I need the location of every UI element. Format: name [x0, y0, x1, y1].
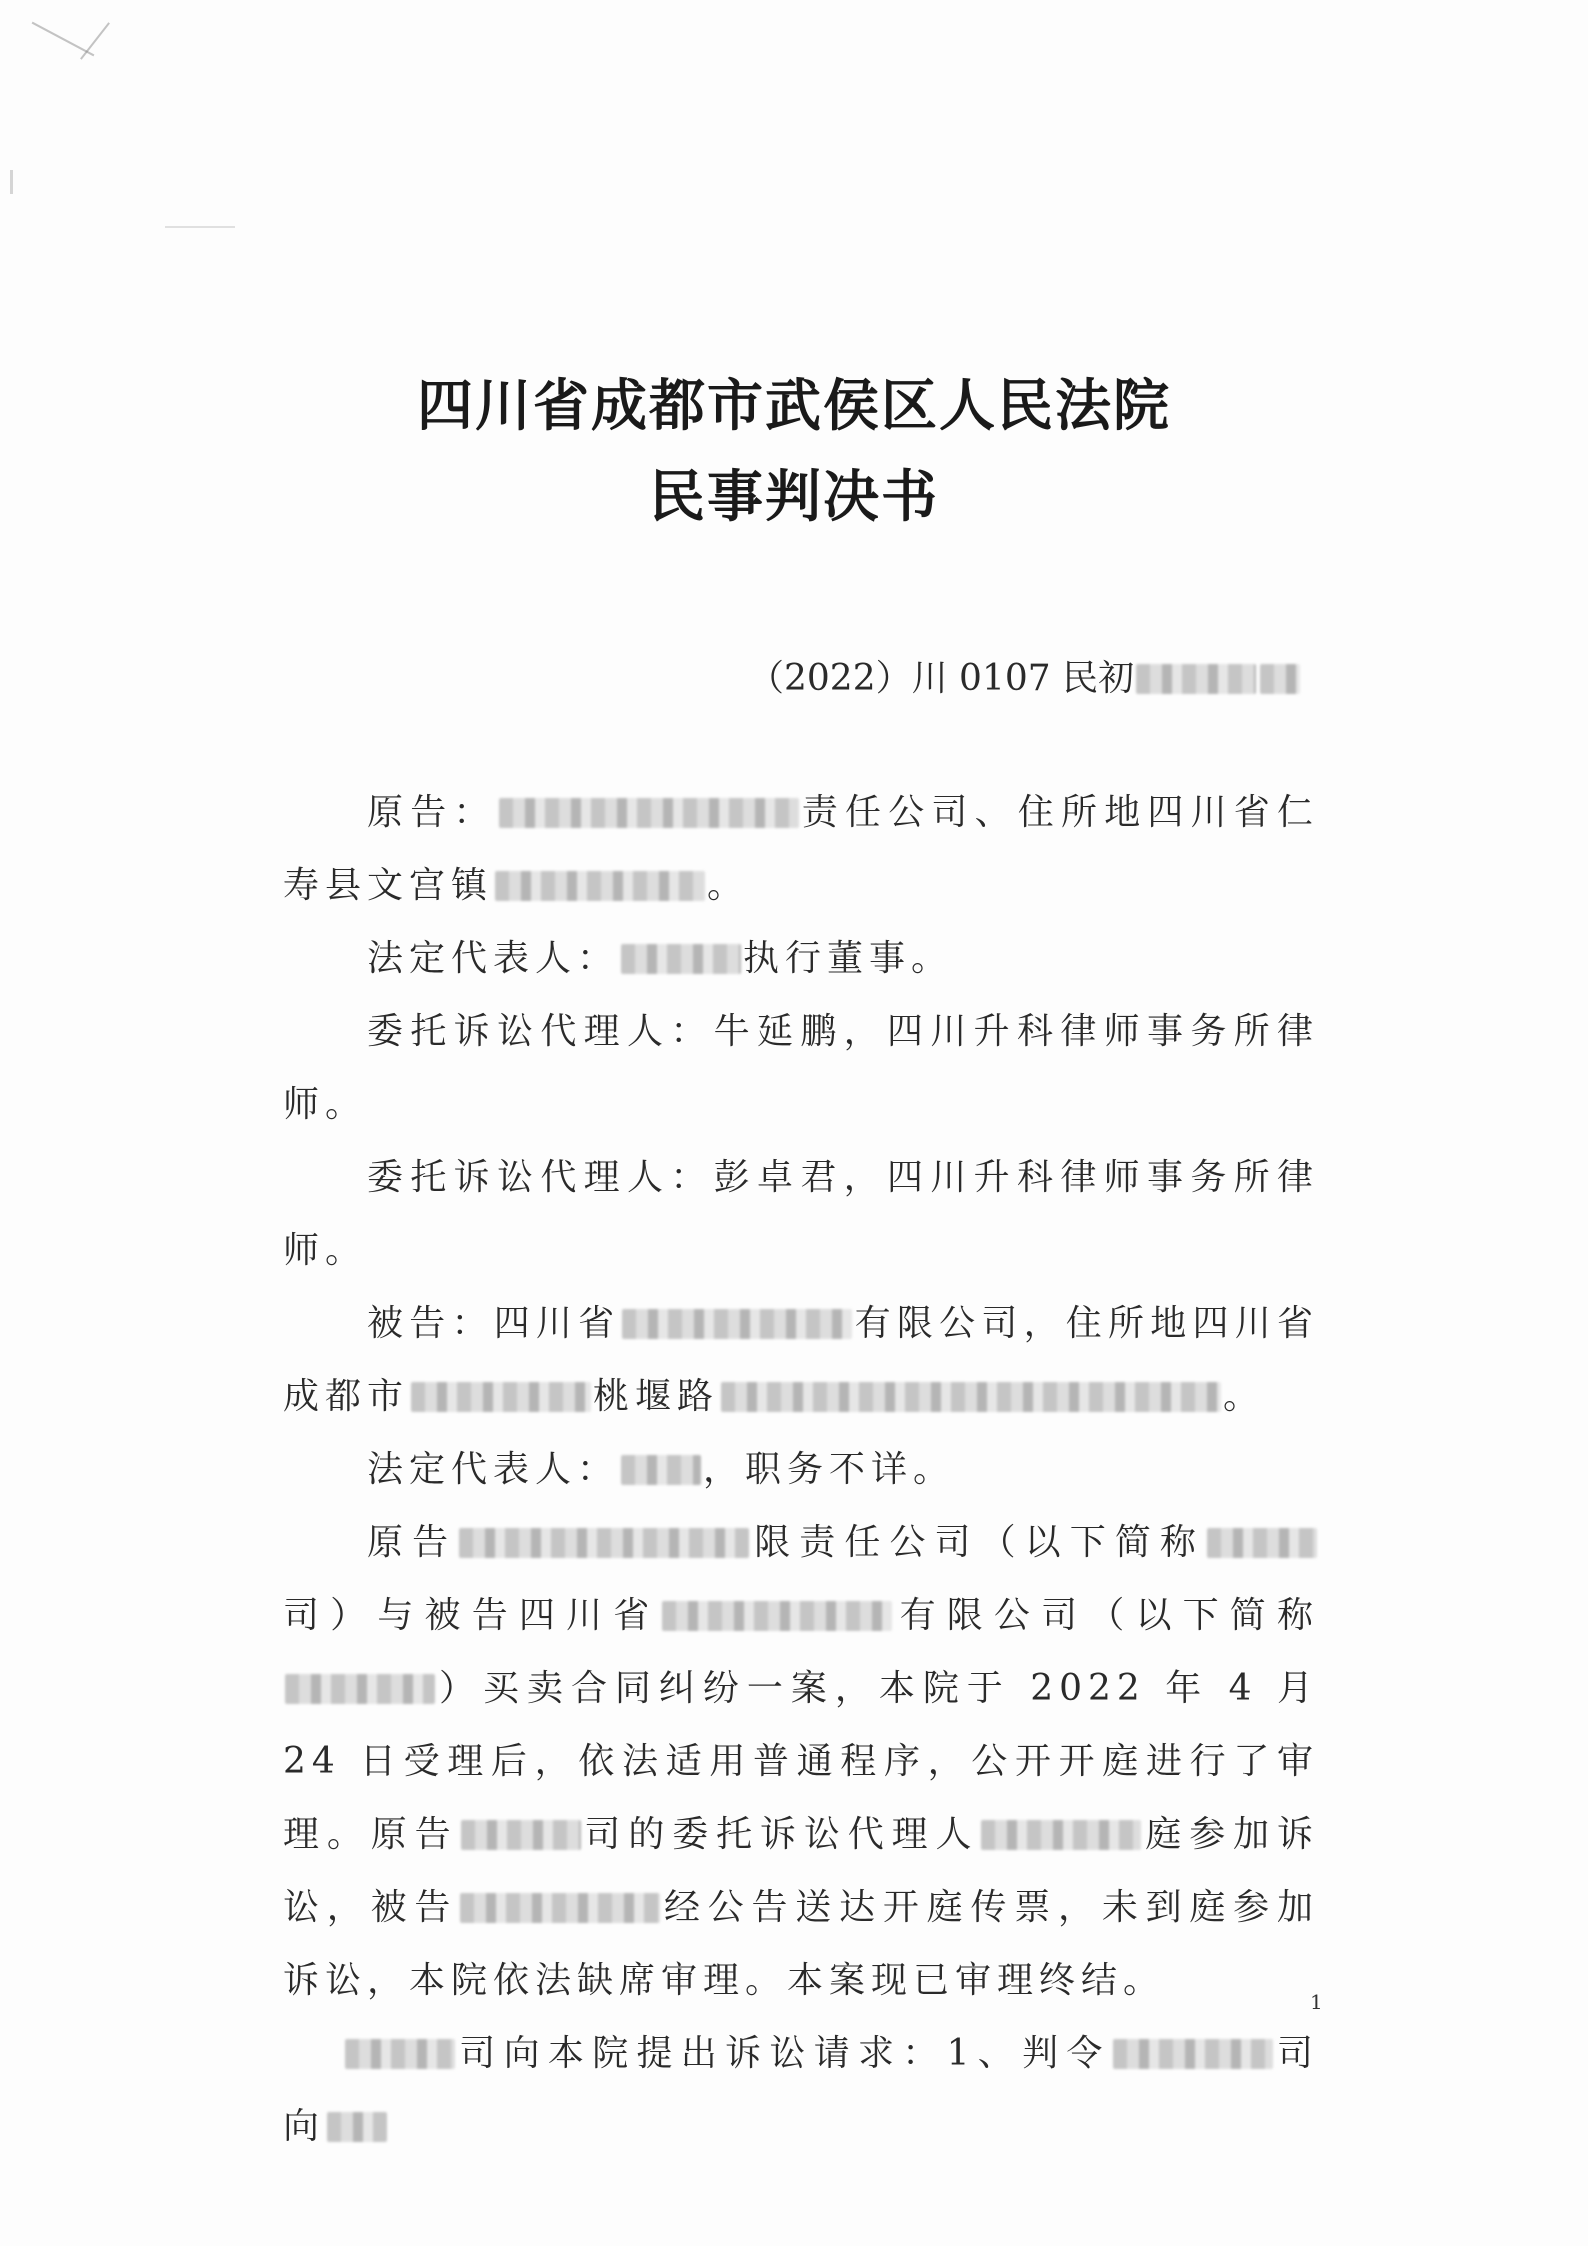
paragraph-agent-2: 委托诉讼代理人：彭卓君，四川升科律师事务所律师。: [283, 1157, 1319, 1271]
redacted-text: [721, 1382, 1221, 1412]
document-type: 民事判决书: [649, 464, 939, 530]
redacted-text: [1207, 1528, 1317, 1558]
scan-artifact: [10, 170, 13, 194]
redacted-text: [411, 1382, 591, 1412]
redacted-text: [662, 1601, 892, 1631]
redacted-text: [622, 1309, 852, 1339]
redacted-text: [461, 1820, 581, 1850]
paragraph-agent-1: 委托诉讼代理人：牛延鹏，四川升科律师事务所律师。: [283, 1011, 1319, 1125]
paragraph-case-summary: 原告 限责任公司（以下简称司）与被告四川省 有限公司（以下简称）买卖合同纠纷一案，本院于 2022 年 4 月 24 日受理后，依法适用普通程序，公开开庭进行了审理。原告 司的委托诉讼代理人 庭参加诉讼，被告 经公告送达开庭传票，未到庭参加诉讼，本院依法缺席审理。本案现已审理终结。: [283, 1522, 1319, 2001]
redacted-text: [621, 944, 741, 974]
redacted-text: [345, 2039, 455, 2069]
paragraph-defendant-representative: 法定代表人： ，职务不详。: [367, 1449, 956, 1490]
redacted-text: [1260, 664, 1300, 694]
scan-artifact: [165, 226, 235, 228]
case-number: [748, 650, 1302, 701]
paragraph-plaintiff-representative: 法定代表人： 执行董事。: [367, 938, 954, 979]
redacted-text: [495, 871, 705, 901]
redacted-text: [459, 1528, 749, 1558]
case-number-prefix: （2022）川 0107 民初: [748, 658, 1135, 699]
paragraph-defendant: 被告：四川省 有限公司，住所地四川省成都市 桃堰路 。: [283, 1303, 1319, 1417]
redacted-text: [460, 1893, 660, 1923]
redacted-text: [327, 2112, 387, 2142]
redacted-text: [1113, 2039, 1273, 2069]
court-name: 四川省成都市武侯区人民法院: [417, 373, 1171, 439]
paragraph-plaintiff: 原告： 责任公司、住所地四川省仁寿县文宫镇 。: [283, 792, 1319, 906]
redacted-text: [1136, 664, 1256, 694]
paragraph-claims: 司向本院提出诉讼请求：1、判令 司向: [283, 2033, 1319, 2147]
judgment-body: [283, 776, 1319, 2163]
page-number: 1: [1310, 1990, 1323, 2014]
redacted-text: [621, 1455, 701, 1485]
redacted-text: [285, 1674, 435, 1704]
redacted-text: [499, 798, 799, 828]
scan-artifact: [80, 22, 110, 59]
redacted-text: [981, 1820, 1141, 1850]
